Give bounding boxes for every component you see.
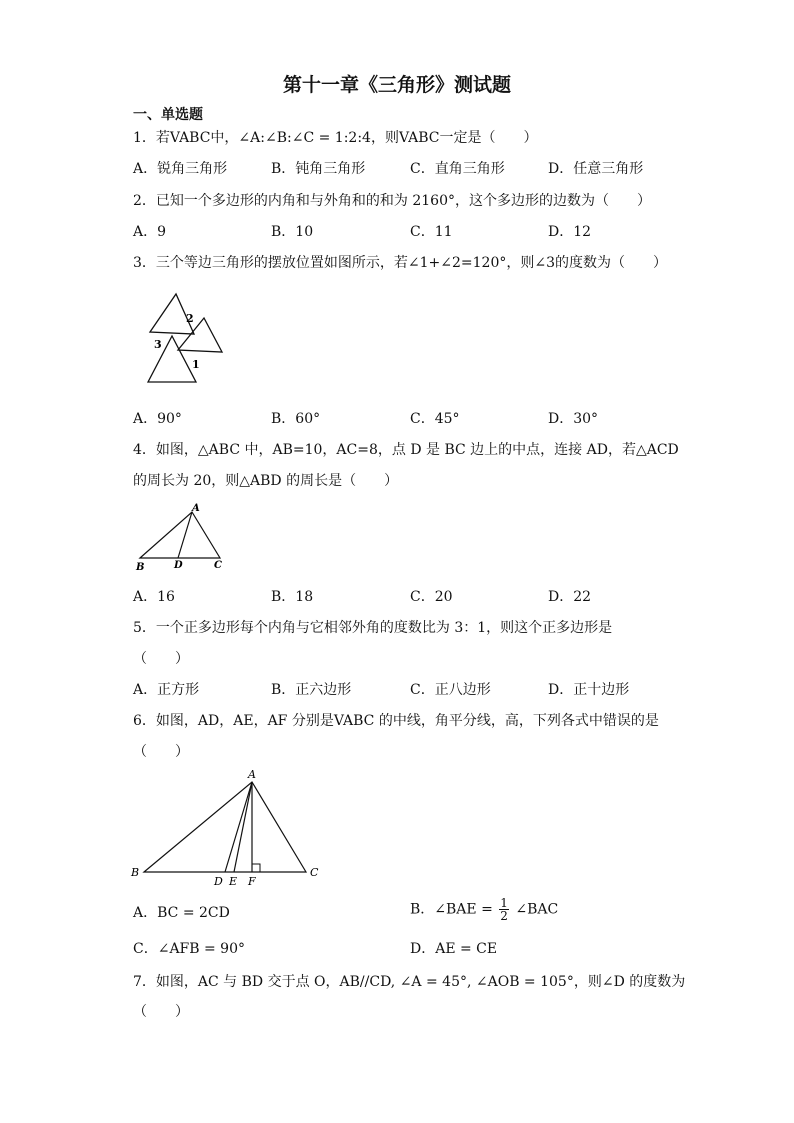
q6-label-b: B bbox=[131, 866, 140, 879]
question-4-stem-line2: 的周长为 20，则△ABD 的周长是（ ） bbox=[133, 473, 399, 489]
q6-triangle-abc bbox=[144, 782, 306, 872]
q6-triangle-figure bbox=[130, 766, 330, 890]
q4-label-a: A bbox=[192, 503, 200, 514]
question-6-stem-line2: （ ） bbox=[133, 744, 189, 760]
q6-option-b bbox=[410, 897, 558, 922]
q3-right-triangle bbox=[178, 318, 222, 352]
question-7-stem-line2: （ ） bbox=[133, 1004, 189, 1020]
q4-option-b: B．18 bbox=[271, 589, 314, 605]
q6-label-f: F bbox=[248, 875, 256, 888]
q2-option-d: D．12 bbox=[548, 224, 592, 240]
q1-option-a: A．锐角三角形 bbox=[133, 161, 228, 177]
q3-option-a: A．90° bbox=[133, 411, 182, 427]
page-title: 第十一章《三角形》测试题 bbox=[282, 74, 511, 96]
question-6-stem-line1: 6．如图，AD，AE，AF 分别是VABC 的中线，角平分线，高，下列各式中错误的是 bbox=[133, 713, 659, 729]
q3-triangles-figure bbox=[140, 290, 230, 386]
q3-label-2: 2 bbox=[186, 312, 194, 325]
question-2-stem: 2．已知一个多边形的内角和与外角和的和为 2160°，这个多边形的边数为（ ） bbox=[133, 193, 651, 209]
q3-label-1: 1 bbox=[192, 358, 200, 371]
q2-option-b: B．10 bbox=[271, 224, 314, 240]
q6-option-d: D．AE = CE bbox=[410, 941, 498, 957]
question-7-stem-line1: 7．如图，AC 与 BD 交于点 O，AB//CD, ∠A = 45°, ∠AOB = 105°，则∠D 的度数为 bbox=[133, 974, 686, 990]
question-4-stem-line1: 4．如图，△ABC 中，AB=10，AC=8，点 D 是 BC 边上的中点，连接 AD，若△ACD bbox=[133, 442, 679, 458]
q6-label-c: C bbox=[310, 866, 319, 879]
section-heading: 一、单选题 bbox=[133, 107, 203, 123]
q4-label-c: C bbox=[214, 560, 222, 571]
q6-option-b-suffix: ∠BAC bbox=[515, 901, 559, 918]
q4-option-d: D．22 bbox=[548, 589, 592, 605]
q6-option-b-fraction bbox=[499, 897, 509, 922]
question-3-stem: 3．三个等边三角形的摆放位置如图所示，若∠1+∠2=120°，则∠3的度数为（ ） bbox=[133, 255, 668, 271]
q6-label-a: A bbox=[248, 768, 256, 781]
q6-label-d: D bbox=[214, 875, 223, 888]
q1-option-d: D．任意三角形 bbox=[548, 161, 644, 177]
q2-option-a: A．9 bbox=[133, 224, 167, 240]
q3-label-3: 3 bbox=[154, 338, 162, 351]
question-1-stem: 1．若VABC中，∠A:∠B:∠C = 1:2:4，则VABC一定是（ ） bbox=[133, 130, 538, 146]
q6-median-ad bbox=[225, 782, 252, 872]
q5-option-d: D．正十边形 bbox=[548, 682, 630, 698]
q5-option-a: A．正方形 bbox=[133, 682, 200, 698]
q5-option-c: C．正八边形 bbox=[410, 682, 491, 698]
q5-option-b: B．正六边形 bbox=[271, 682, 352, 698]
q4-option-c: C．20 bbox=[410, 589, 453, 605]
q6-option-a: A．BC = 2CD bbox=[133, 905, 230, 921]
q2-option-c: C．11 bbox=[410, 224, 453, 240]
q6-right-angle-mark bbox=[252, 864, 260, 872]
q4-triangle-figure bbox=[132, 502, 232, 574]
q1-option-b: B．钝角三角形 bbox=[271, 161, 366, 177]
q4-label-d: D bbox=[174, 560, 183, 571]
question-5-stem-line1: 5．一个正多边形每个内角与它相邻外角的度数比为 3：1，则这个正多边形是 bbox=[133, 620, 613, 636]
q3-option-c: C．45° bbox=[410, 411, 460, 427]
q3-option-d: D．30° bbox=[548, 411, 599, 427]
fraction-denominator: 2 bbox=[500, 909, 508, 923]
q6-option-c: C．∠AFB = 90° bbox=[133, 941, 245, 957]
q3-option-b: B．60° bbox=[271, 411, 321, 427]
q4-option-a: A．16 bbox=[133, 589, 175, 605]
fraction-numerator: 1 bbox=[500, 896, 508, 910]
q4-label-b: B bbox=[136, 562, 145, 573]
q1-option-c: C．直角三角形 bbox=[410, 161, 505, 177]
question-5-stem-line2: （ ） bbox=[133, 651, 189, 667]
q6-label-e: E bbox=[229, 875, 238, 888]
q6-option-b-prefix: B．∠BAE = bbox=[410, 901, 493, 918]
